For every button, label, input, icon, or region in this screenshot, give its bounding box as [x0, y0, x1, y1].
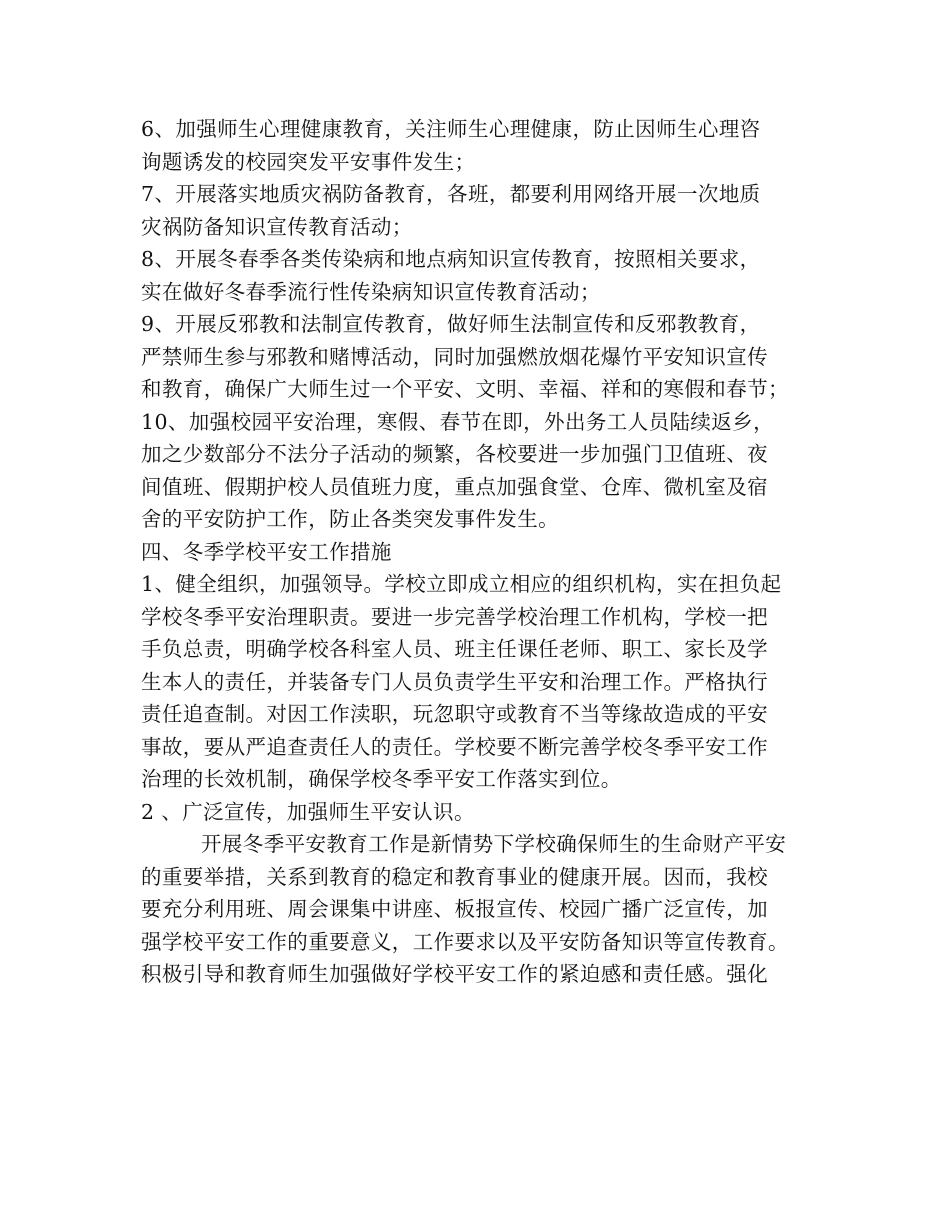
text-line: 实在做好冬春季流行性传染病知识宣传教育活动； — [141, 279, 601, 304]
text-line: 询题诱发的校园突发平安事件发生； — [141, 149, 476, 174]
text-line: 积极引导和教育师生加强做好学校平安工作的紧迫感和责任感。强化 — [141, 962, 768, 986]
subsection-heading: 2 、广泛宣传，加强师生平安认识。 — [141, 799, 475, 824]
text-line: 7、开展落实地质灾祸防备教育，各班，都要利用网络开展一次地质 — [141, 182, 761, 206]
text-line: 责任追查制。对因工作渎职，玩忽职守或教育不当等缘故造成的平安 — [141, 702, 768, 726]
text-line: 9、开展反邪教和法制宣传教育，做好师生法制宣传和反邪教教育， — [141, 312, 761, 336]
text-line: 舍的平安防护工作，防止各类突发事件发生。 — [141, 507, 559, 531]
text-line: 6、加强师生心理健康教育，关注师生心理健康，防止因师生心理咨 — [141, 117, 761, 141]
text-line: 强学校平安工作的重要意义，工作要求以及平安防备知识等宣传教育。 — [141, 929, 789, 954]
text-line: 学校冬季平安治理职责。要进一步完善学校治理工作机构，学校一把 — [141, 604, 768, 629]
text-line: 要充分利用班、周会课集中讲座、板报宣传、校园广播广泛宣传，加 — [141, 897, 768, 921]
text-line: 治理的长效机制，确保学校冬季平安工作落实到位。 — [141, 767, 622, 791]
text-line: 严禁师生参与邪教和赌博活动，同时加强燃放烟花爆竹平安知识宣传 — [141, 344, 768, 369]
text-line: 1、健全组织，加强领导。学校立即成立相应的组织机构，实在担负起 — [141, 572, 782, 596]
text-line: 生本人的责任，并装备专门人员负责学生平安和治理工作。严格执行 — [141, 669, 768, 694]
text-line: 8、开展冬春季各类传染病和地点病知识宣传教育，按照相关要求， — [141, 247, 761, 271]
text-line: 事故，要从严追查责任人的责任。学校要不断完善学校冬季平安工作 — [141, 734, 768, 759]
document-body — [141, 113, 831, 991]
text-line: 灾祸防备知识宣传教育活动； — [141, 214, 413, 239]
paragraph-first-line: 开展冬季平安教育工作是新情势下学校确保师生的生命财产平安 — [201, 832, 787, 856]
text-line: 10、加强校园平安治理，寒假、春节在即，外出务工人员陆续返乡， — [141, 409, 774, 434]
text-line: 间值班、假期护校人员值班力度，重点加强食堂、仓库、微机室及宿 — [141, 474, 768, 499]
text-line: 的重要举措，关系到教育的稳定和教育事业的健康开展。因而，我校 — [141, 864, 768, 889]
text-line: 和教育，确保广大师生过一个平安、文明、幸福、祥和的寒假和春节； — [141, 377, 789, 401]
section-heading: 四、冬季学校平安工作措施 — [141, 539, 392, 564]
text-line: 手负总责，明确学校各科室人员、班主任课任老师、职工、家长及学 — [141, 637, 768, 661]
text-line: 加之少数部分不法分子活动的频繁，各校要进一步加强门卫值班、夜 — [141, 442, 768, 466]
